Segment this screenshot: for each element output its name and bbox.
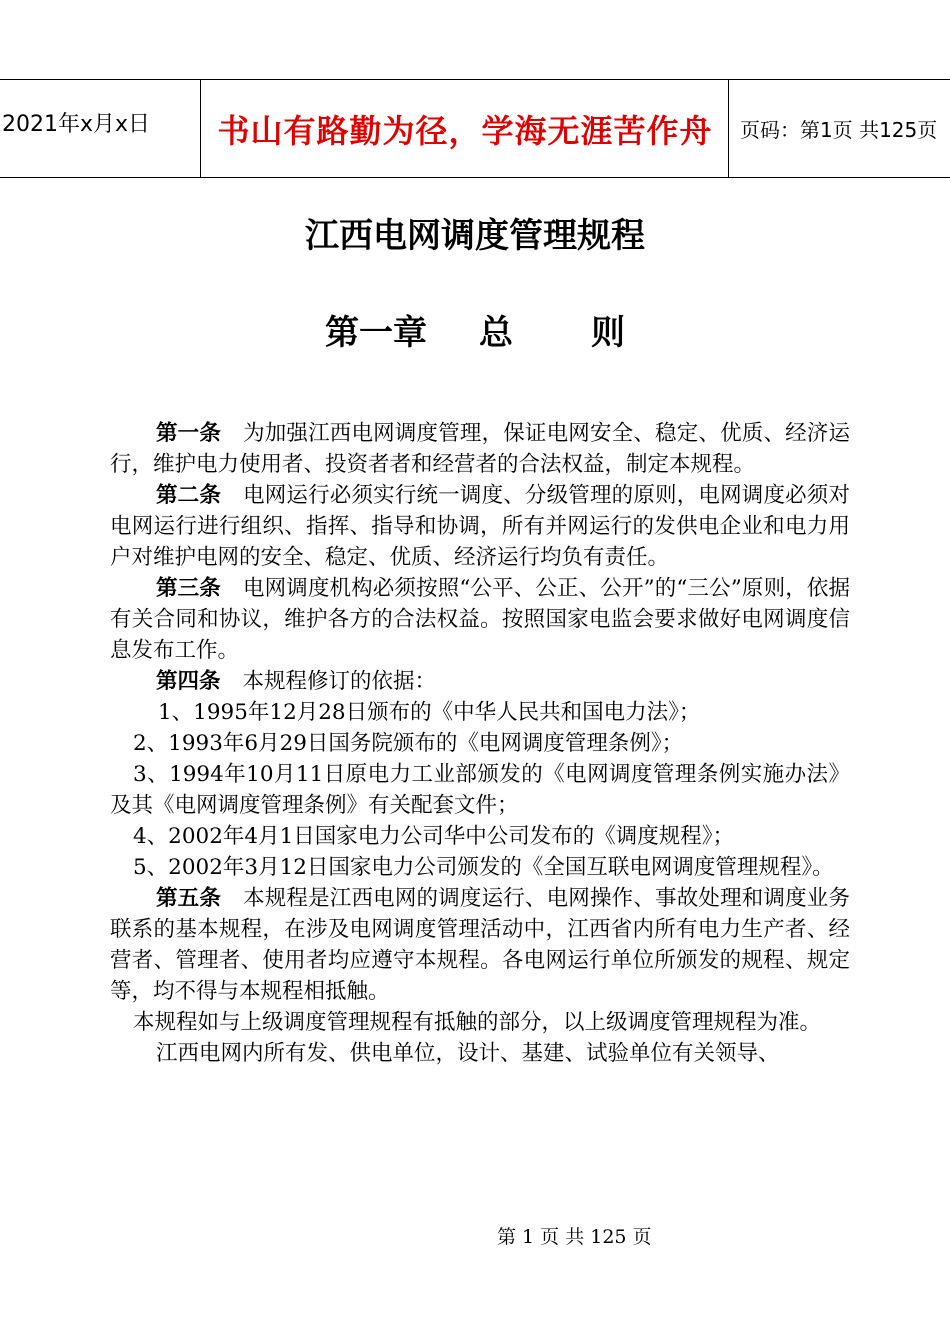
- chapter-title-part-2: 则: [591, 313, 625, 353]
- article-text: 为加强江西电网调度管理，保证电网安全、稳定、优质、经济运行，维护电力使用者、投资者者和经营者的合法权益，制定本规程。: [110, 421, 850, 477]
- list-item: 3、1994年10月11日原电力工业部颁发的《电网调度管理条例实施办法》及其《电网调度管理条例》有关配套文件；: [110, 762, 850, 818]
- article-label: 第二条: [156, 483, 222, 508]
- article-label: 第四条: [156, 669, 221, 694]
- article-3: [110, 573, 850, 666]
- chapter-heading: [0, 305, 950, 354]
- article-text: 本规程修订的依据：: [242, 669, 437, 694]
- header-page-info: 页码：第1页 共125页: [740, 118, 938, 142]
- article-label: 第五条: [156, 886, 222, 911]
- chapter-number: 第一章: [325, 313, 427, 353]
- document-title: 江西电网调度管理规程: [305, 216, 645, 256]
- document-body: [110, 418, 850, 1069]
- article-2: [110, 480, 850, 573]
- header-motto: 书山有路勤为径，学海无涯苦作舟: [217, 111, 713, 150]
- list-item: 2、1993年6月29日国务院颁布的《电网调度管理条例》；: [133, 731, 684, 756]
- paragraph: 本规程如与上级调度管理规程有抵触的部分，以上级调度管理规程为准。: [133, 1010, 822, 1035]
- article-label: 第一条: [156, 421, 222, 446]
- chapter-title-part-1: 总: [479, 313, 513, 353]
- header-divider-left: [200, 80, 201, 177]
- list-item: 1、1995年12月28日颁布的《中华人民共和国电力法》；: [158, 700, 701, 725]
- article-text: 本规程是江西电网的调度运行、电网操作、事故处理和调度业务联系的基本规程，在涉及电网调度管理活动中，江西省内所有电力生产者、经营者、管理者、使用者均应遵守本规程。各电网运行单位所颁发的规程、规定等，均不得与本规程相抵触。: [110, 886, 850, 1004]
- header-divider-right: [728, 80, 729, 177]
- article-text: 电网调度机构必须按照“公平、公正、公开”的“三公”原则，依据有关合同和协议，维护各方的合法权益。按照国家电监会要求做好电网调度信息发布工作。: [110, 576, 850, 663]
- article-1: [110, 418, 850, 480]
- article-text: 电网运行必须实行统一调度、分级管理的原则，电网调度必须对电网运行进行组织、指挥、指导和协调，所有并网运行的发供电企业和电力用户对维护电网的安全、稳定、优质、经济运行均负有责任。: [110, 483, 850, 570]
- list-item: 5、2002年3月12日国家电力公司颁发的《全国互联电网调度管理规程》。: [133, 855, 834, 880]
- header-date: 2021年x月x日: [2, 112, 151, 137]
- article-label: 第三条: [156, 576, 221, 601]
- list-item: 4、2002年4月1日国家电力公司华中公司发布的《调度规程》；: [133, 824, 735, 849]
- article-4: [110, 666, 850, 697]
- page-header: [0, 79, 950, 178]
- page-footer: 第 1 页 共 125 页: [497, 1226, 652, 1248]
- article-5: [110, 883, 850, 1007]
- paragraph: 江西电网内所有发、供电单位，设计、基建、试验单位有关领导、: [156, 1041, 780, 1066]
